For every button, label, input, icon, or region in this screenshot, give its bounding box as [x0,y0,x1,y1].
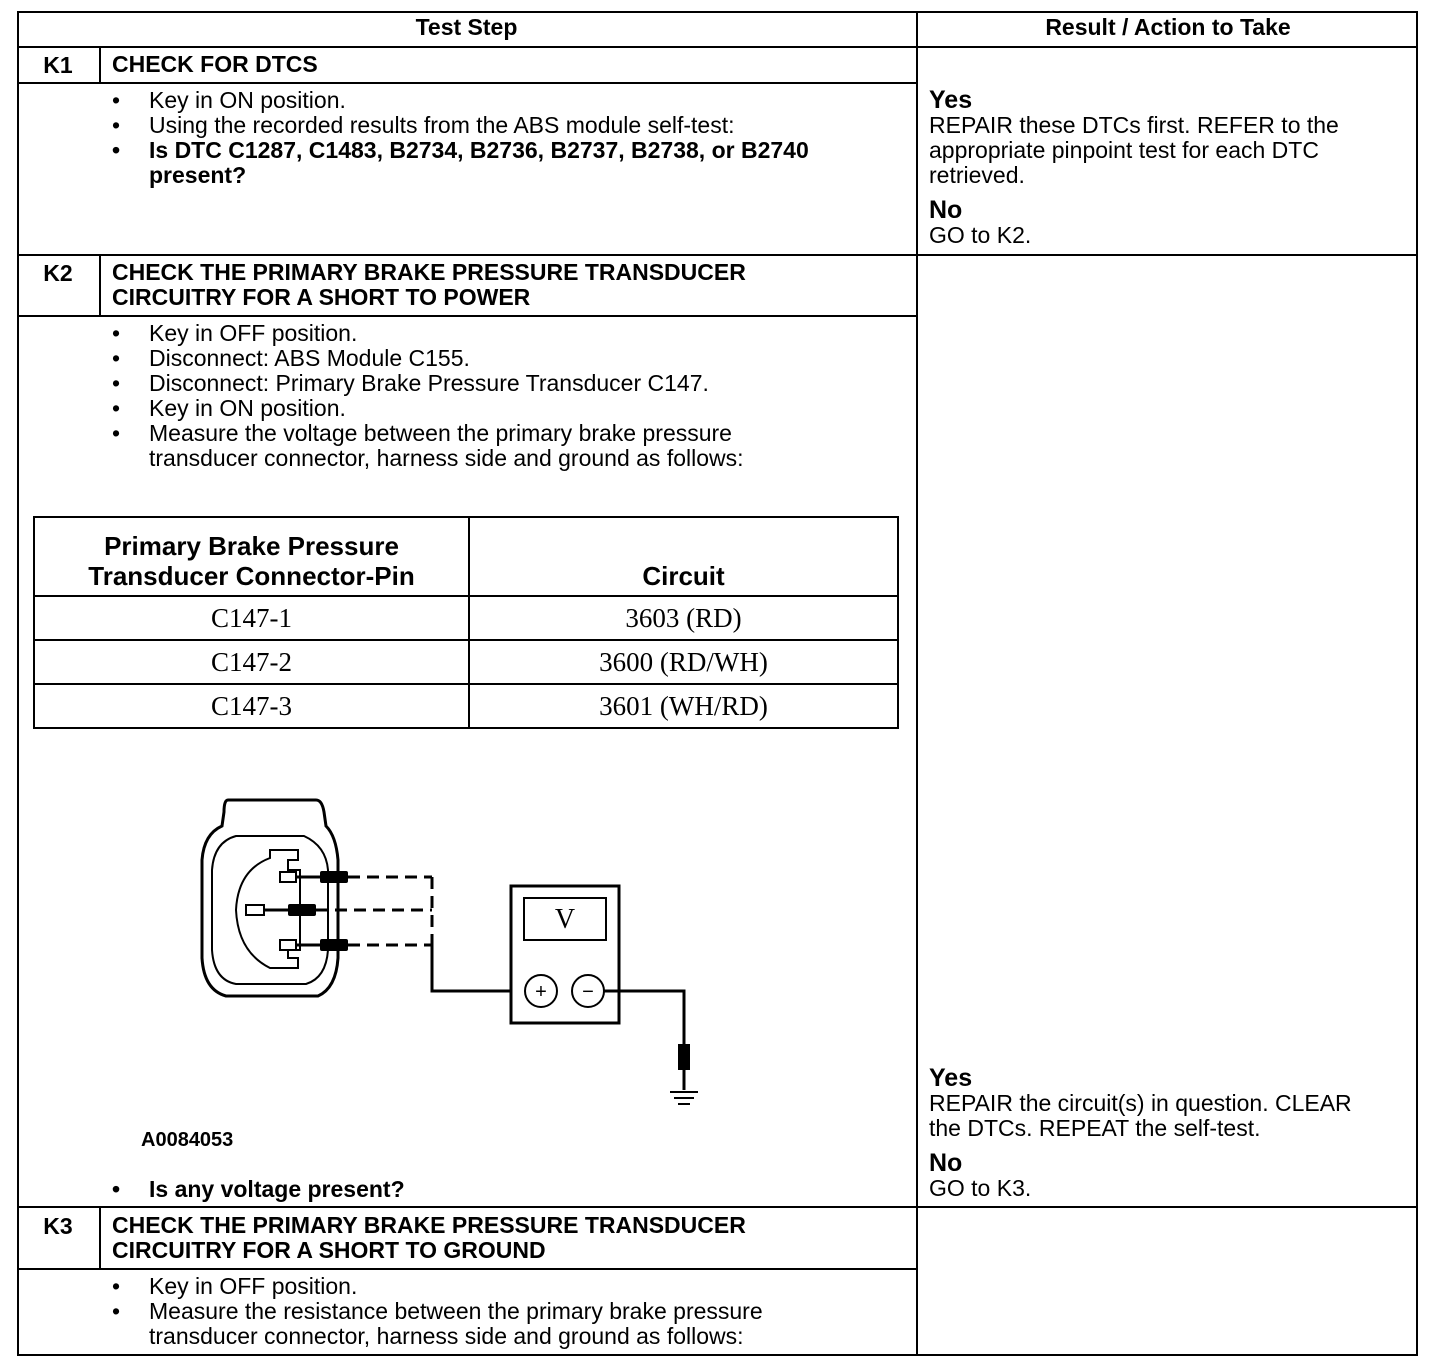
k1-no-label: No [929,196,963,224]
k1-title-divider [17,82,917,84]
k2-question-list [112,1177,902,1202]
pin-cell: C147-1 [34,596,469,640]
table-row [34,640,898,684]
k1-yes-line1: REPAIR these DTCs first. REFER to the [929,112,1339,138]
k2-title-divider [17,315,917,317]
ground-probe [678,1044,690,1070]
step-id-k1: K1 [43,52,73,78]
circuit-cell: 3601 (WH/RD) [469,684,898,728]
list-item: • Disconnect: Primary Brake Pressure Transducer C147. [112,371,902,396]
pin-2-terminal [246,905,264,915]
probe-tip-2 [288,904,316,916]
table-row [34,684,898,728]
header-result-action: Result / Action to Take [1045,14,1291,40]
k2-row-divider [17,1206,1418,1208]
step-id-k3: K3 [43,1213,73,1239]
k3-instructions [112,1274,902,1349]
k2-question: • Is any voltage present? [112,1177,902,1202]
list-item: • Key in ON position. [112,396,902,421]
voltmeter-v-symbol: V [554,904,576,935]
pin-circuit-table [33,516,899,729]
k2-instructions [112,321,902,471]
k2-no-text: GO to K3. [929,1175,1032,1201]
negative-terminal-label: − [582,981,594,1003]
k1-results [929,87,1339,248]
table-row [34,596,898,640]
figure-caption: A0084053 [141,1129,234,1151]
header-divider [17,46,1418,48]
positive-terminal-label: + [535,981,547,1003]
k2-id-divider [99,254,101,316]
step-title-k3: CHECK THE PRIMARY BRAKE PRESSURE TRANSDUCER CIRCUITRY FOR A SHORT TO GROUND [112,1212,746,1263]
probe-tip-3 [320,939,348,951]
k1-yes-line2: appropriate pinpoint test for each DTC [929,137,1319,163]
k2-yes-label: Yes [929,1064,973,1092]
k3-id-divider [99,1206,101,1269]
k2-no-label: No [929,1149,963,1177]
k1-instructions [112,88,902,188]
connector-outline [202,800,338,996]
k2-yes-line2: the DTCs. REPEAT the self-test. [929,1115,1261,1141]
k1-no-text: GO to K2. [929,222,1032,248]
k2-results [929,1065,1352,1201]
list-item: • Using the recorded results from the ABS module self-test: [112,113,902,138]
step-title-k1: CHECK FOR DTCS [112,51,318,77]
k3-title-divider [17,1268,917,1270]
k1-yes-line3: retrieved. [929,162,1025,188]
list-item: • Disconnect: ABS Module C155. [112,346,902,371]
step-title-k2: CHECK THE PRIMARY BRAKE PRESSURE TRANSDUCER CIRCUITRY FOR A SHORT TO POWER [112,259,746,310]
step-id-k2: K2 [43,260,73,286]
k1-row-divider [17,254,1418,256]
header-test-step: Test Step [415,14,518,40]
list-item: • Measure the voltage between the primary brake pressure transducer connector, harness side and ground as follows: [112,421,902,471]
k1-yes-label: Yes [929,86,973,114]
k1-id-divider [99,46,101,83]
circuit-cell: 3603 (RD) [469,596,898,640]
k2-yes-line1: REPAIR the circuit(s) in question. CLEAR [929,1090,1352,1116]
k1-question: • Is DTC C1287, C1483, B2734, B2736, B2737, B2738, or B2740 present? [112,138,902,188]
ground-icon [670,1092,698,1104]
list-item: • Key in OFF position. [112,1274,902,1299]
pin-column-header: Primary Brake Pressure Transducer Connector-Pin [34,517,469,596]
probe-tip-1 [320,871,348,883]
pin-cell: C147-2 [34,640,469,684]
list-item: • Key in OFF position. [112,321,902,346]
pin-cell: C147-3 [34,684,469,728]
voltmeter-connector-diagram [190,790,720,1120]
pin-3-terminal [280,940,296,950]
list-item: • Key in ON position. [112,88,902,113]
pin-1-terminal [280,872,296,882]
list-item: • Measure the resistance between the primary brake pressure transducer connector, harness side and ground as follows: [112,1299,902,1349]
circuit-column-header: Circuit [469,517,898,596]
circuit-cell: 3600 (RD/WH) [469,640,898,684]
column-divider [916,11,918,1356]
